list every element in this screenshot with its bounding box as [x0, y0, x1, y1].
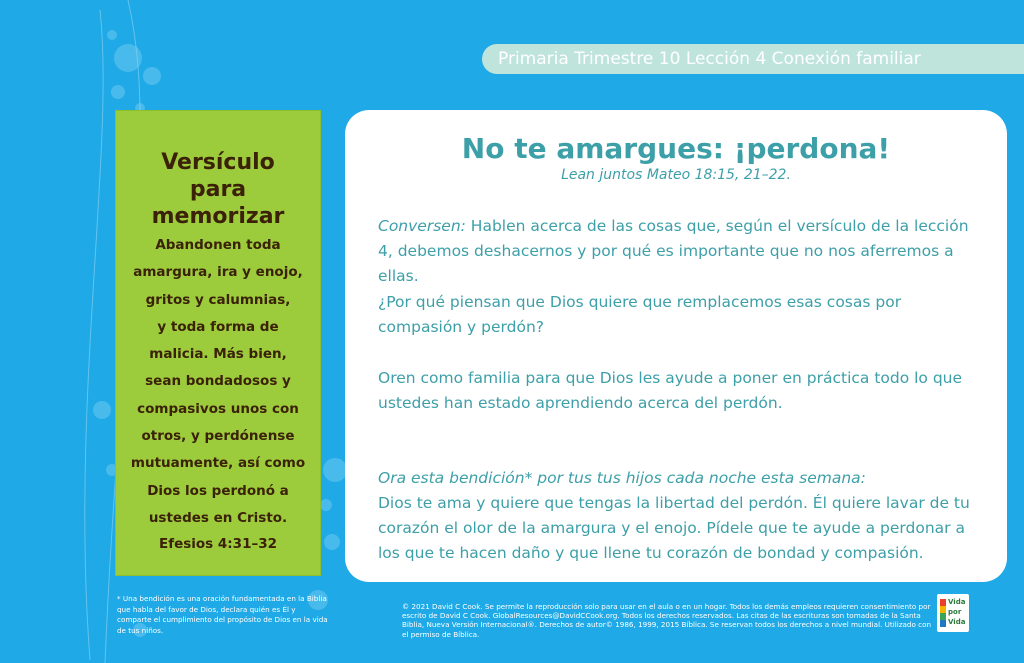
- paragraph-blessing: [378, 466, 988, 566]
- logo-line: Vida: [948, 618, 966, 626]
- main-content-card: [345, 110, 1007, 582]
- lesson-subtitle: Lean juntos Mateo 18:15, 21–22.: [561, 167, 791, 183]
- memory-verse-card: [115, 110, 321, 576]
- verse-title-line: Versículo: [161, 150, 275, 175]
- logo-stripe-icon: [940, 599, 946, 627]
- logo-line: por: [948, 608, 962, 616]
- verse-line: amargura, ira y enojo,: [133, 264, 303, 281]
- header-title: Primaria Trimestre 10 Lección 4 Conexión familiar: [498, 49, 921, 69]
- verse-line: mutuamente, así como: [130, 455, 306, 472]
- paragraph-prayer: Oren como familia para que Dios les ayude a poner en práctica todo lo que ustedes han estado aprendiendo acerca del perdón.: [378, 369, 963, 412]
- verse-line: otros, y perdónense: [141, 428, 295, 445]
- verse-title-line: memorizar: [151, 204, 285, 229]
- verse-reference: Efesios 4:31–32: [158, 536, 278, 553]
- paragraph-text: Hablen acerca de las cosas que, según el versículo de la lección 4, debemos deshacernos y por qué es importante que no nos aferremos a ellas.: [378, 217, 969, 285]
- copyright-notice: © 2021 David C Cook. Se permite la reproducción solo para usar en el aula o en un hogar. Todos los demás empleos requieren consentimiento por escrito de David C Cook. GlobalResources@DavidCCook.org. Todos los derechos reservados. Las citas de las escrituras son tomadas de la Santa Biblia, Nueva Versión Internacional®. Derechos de autor© 1986, 1999, 2015 Bíblica. Se reservan todos los derechos a nivel mundial. Utilizado con el permiso de Bíblica.: [402, 602, 932, 639]
- vida-por-vida-logo: [937, 594, 969, 632]
- paragraph-label: Conversen:: [378, 217, 466, 235]
- blessing-text: Dios te ama y quiere que tengas la libertad del perdón. Él quiere lavar de tu corazón el olor de la amargura y el enojo. Pídele que te ayude a perdonar a los que te hacen daño y que llene tu corazón de bondad y compasión.: [378, 494, 970, 562]
- verse-line: ustedes en Cristo.: [148, 509, 288, 526]
- verse-line: compasivos unos con: [137, 400, 299, 417]
- verse-line: y toda forma de: [157, 318, 279, 335]
- paragraph-conversen: [378, 214, 988, 289]
- verse-line: gritos y calumnias,: [145, 291, 291, 308]
- verse-line: sean bondadosos y: [145, 373, 291, 390]
- paragraph-question: ¿Por qué piensan que Dios quiere que remplacemos esas cosas por compasión y perdón?: [378, 293, 902, 336]
- logo-line: Vida: [948, 598, 966, 606]
- blessing-label: Ora esta bendición* por tus tus hijos cada noche esta semana:: [378, 469, 866, 487]
- verse-card-title: [116, 149, 320, 230]
- verse-line: malicia. Más bien,: [149, 346, 287, 363]
- verse-line: Abandonen toda: [155, 237, 281, 253]
- verse-title-line: para: [189, 177, 247, 202]
- verse-line: Dios los perdonó a: [147, 482, 289, 499]
- lesson-title: No te amargues: ¡perdona!: [461, 132, 891, 165]
- page-header: [482, 44, 1024, 74]
- verse-text: [116, 232, 320, 532]
- logo-text: [948, 597, 965, 627]
- footnote: * Una bendición es una oración fundamentada en la Biblia que habla del favor de Dios, declara quién es Él y comparte el cumplimiento del propósito de Dios en la vida de tus niños.: [117, 594, 328, 635]
